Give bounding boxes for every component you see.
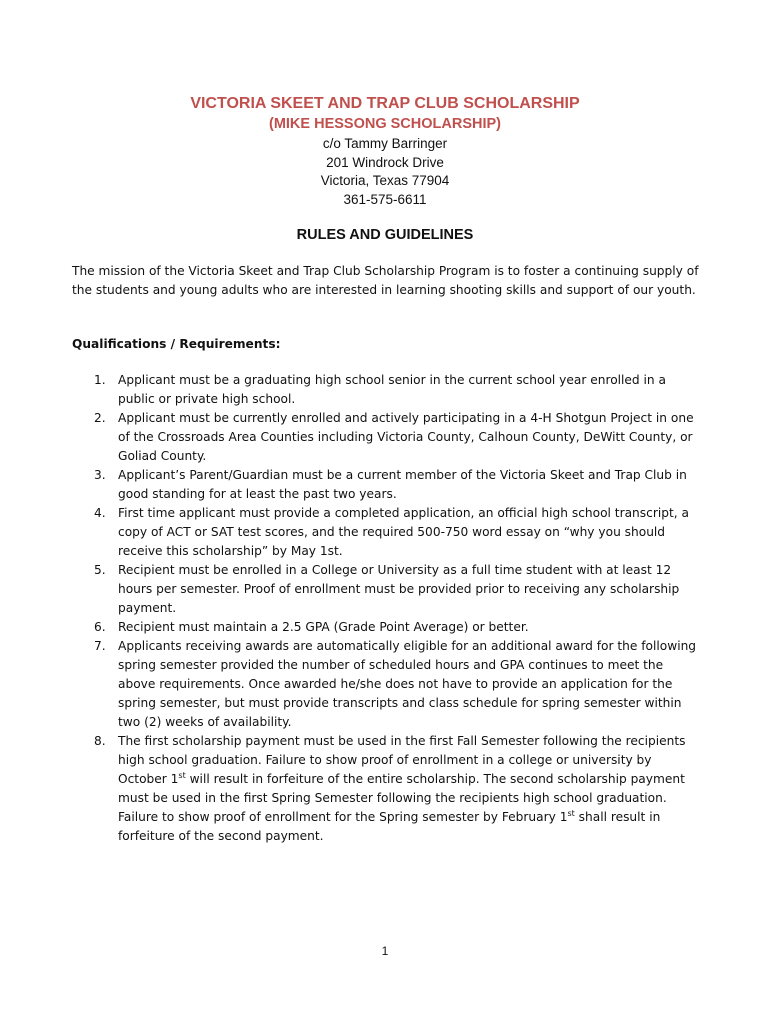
document-subtitle: (MIKE HESSONG SCHOLARSHIP) xyxy=(268,116,501,132)
list-number: 6. xyxy=(94,620,106,634)
address-line-phone: 361-575-6611 xyxy=(343,192,427,207)
list-text: Applicant’s Parent/Guardian must be a current member of the Victoria Skeet and Trap Club in good standing for at least the past two years. xyxy=(118,468,687,501)
list-text: Applicants receiving awards are automatically eligible for an additional award for the following spring semester provided the number of scheduled hours and GPA continues to meet the above requirements. Once awarded he/she does not have to provide an application for the spring semester, but must provide transcripts and class schedule for spring semester within two (2) weeks of availability. xyxy=(118,639,697,729)
list-number: 2. xyxy=(94,411,106,425)
list-number: 3. xyxy=(94,468,106,482)
list-number: 8. xyxy=(94,734,106,748)
qualifications-heading: Qualifications / Requirements: xyxy=(72,337,281,351)
list-text: First time applicant must provide a completed application, an official high school transcript, a copy of ACT or SAT test scores, and the required 500-750 word essay on “why you should receive this scholarship” by May 1st. xyxy=(118,506,689,558)
list-number: 4. xyxy=(94,506,106,520)
list-number: 1. xyxy=(94,373,106,387)
ordinal-suffix: st xyxy=(567,808,575,818)
address-line-contact: c/o Tammy Barringer xyxy=(322,136,448,151)
list-number: 7. xyxy=(94,639,106,653)
mission-paragraph: The mission of the Victoria Skeet and Trap Club Scholarship Program is to foster a continuing supply of the students and young adults who are interested in learning shooting skills and support of our youth. xyxy=(72,264,699,297)
list-item xyxy=(72,409,702,466)
list-text-part: will result in forfeiture of the entire scholarship. The second scholarship payment must be used in the first Spring Semester following the recipients high school graduation. Failure to show proof of enrollment for the Spring semester by February 1 xyxy=(118,772,685,824)
list-text-part: The first scholarship payment must be used in the first Fall Semester following the recipients high school graduation. Failure to show proof of enrollment in a college or university by October 1 xyxy=(118,734,686,786)
requirements-list xyxy=(72,371,702,846)
list-item xyxy=(72,561,702,618)
list-text-part: shall result in forfeiture of the second payment. xyxy=(118,810,661,843)
document-title: VICTORIA SKEET AND TRAP CLUB SCHOLARSHIP xyxy=(190,95,580,112)
list-number: 5. xyxy=(94,563,106,577)
list-text: Recipient must maintain a 2.5 GPA (Grade Point Average) or better. xyxy=(118,620,529,634)
section-title: RULES AND GUIDELINES xyxy=(296,227,474,243)
page-number: 1 xyxy=(381,944,389,958)
list-item xyxy=(72,466,702,504)
list-text: Applicant must be a graduating high school senior in the current school year enrolled in a public or private high school. xyxy=(118,373,666,406)
list-item xyxy=(72,371,702,409)
list-item xyxy=(72,732,702,846)
ordinal-suffix: st xyxy=(178,770,186,780)
list-item xyxy=(72,504,702,561)
list-item xyxy=(72,637,702,732)
address-line-street: 201 Windrock Drive xyxy=(326,155,444,170)
list-text: Applicant must be currently enrolled and actively participating in a 4-H Shotgun Project in one of the Crossroads Area Counties including Victoria County, Calhoun County, DeWitt County, or Goliad County. xyxy=(118,411,694,463)
address-line-city: Victoria, Texas 77904 xyxy=(320,173,450,188)
list-item xyxy=(72,618,702,637)
list-text: Recipient must be enrolled in a College or University as a full time student with at least 12 hours per semester. Proof of enrollment must be provided prior to receiving any scholarship payment. xyxy=(118,563,680,615)
